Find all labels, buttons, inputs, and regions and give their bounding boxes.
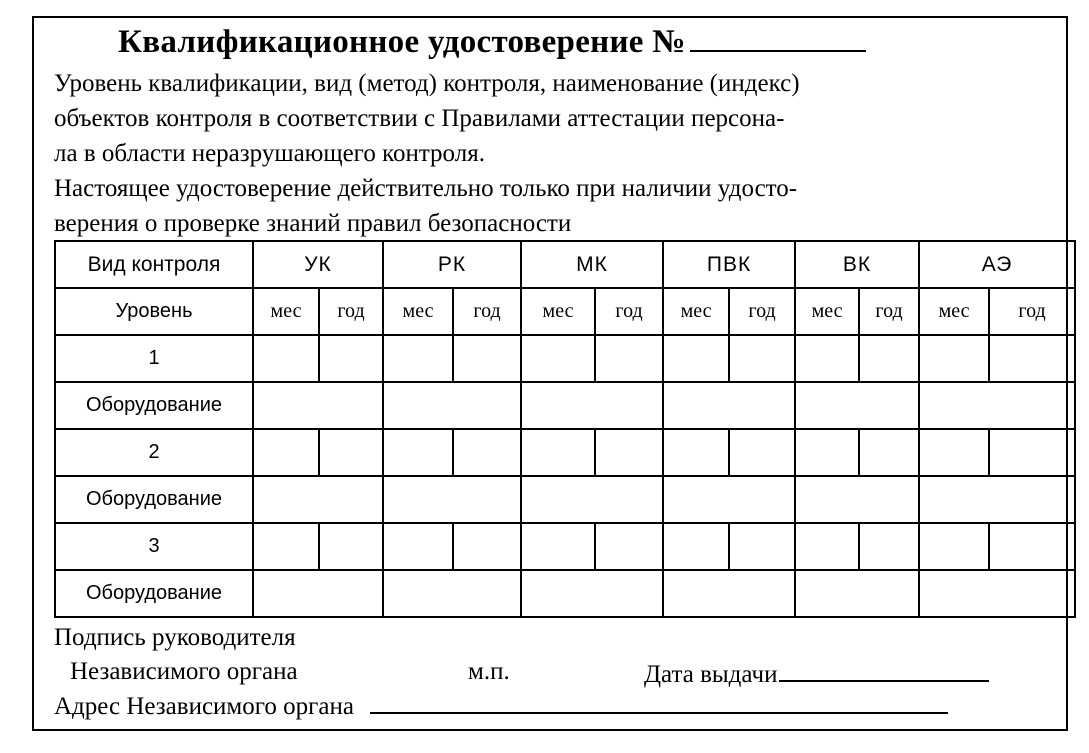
date-cell[interactable]	[663, 523, 729, 570]
equipment-cell[interactable]	[795, 570, 919, 617]
method-vk: ВК	[795, 241, 919, 288]
date-cell[interactable]	[795, 523, 859, 570]
method-uk: УК	[253, 241, 383, 288]
year-header: год	[595, 288, 663, 335]
date-cell[interactable]	[253, 335, 319, 382]
date-cell[interactable]	[859, 523, 919, 570]
intro-line: объектов контроля в соответствии с Правилами аттестации персона-	[54, 105, 785, 132]
date-cell[interactable]	[383, 335, 453, 382]
equipment-cell[interactable]	[383, 570, 521, 617]
method-header-row	[55, 241, 1075, 288]
date-cell[interactable]	[859, 429, 919, 476]
qualification-table	[54, 240, 1076, 618]
date-cell[interactable]	[795, 335, 859, 382]
certificate-number-field[interactable]	[690, 24, 866, 52]
certificate-title	[118, 24, 866, 61]
month-header: мес	[253, 288, 319, 335]
month-header: мес	[383, 288, 453, 335]
level-number: 3	[55, 523, 253, 570]
equipment-cell[interactable]	[663, 476, 795, 523]
date-cell[interactable]	[729, 429, 795, 476]
date-cell[interactable]	[521, 523, 595, 570]
validity-paragraph	[54, 171, 1054, 241]
date-cell[interactable]	[383, 429, 453, 476]
equipment-cell[interactable]	[919, 570, 1075, 617]
address-label: Адрес Независимого органа	[54, 693, 354, 720]
level-number: 2	[55, 429, 253, 476]
equipment-cell[interactable]	[253, 476, 383, 523]
date-cell[interactable]	[989, 335, 1075, 382]
issue-date	[644, 658, 989, 689]
month-header: мес	[795, 288, 859, 335]
date-cell[interactable]	[595, 523, 663, 570]
year-header: год	[859, 288, 919, 335]
equipment-cell[interactable]	[663, 382, 795, 429]
equipment-row	[55, 476, 1075, 523]
date-cell[interactable]	[729, 523, 795, 570]
intro-line: Уровень квалификации, вид (метод) контроля, наименование (индекс)	[54, 70, 800, 97]
equipment-cell[interactable]	[795, 382, 919, 429]
intro-paragraph	[54, 66, 1054, 171]
equipment-cell[interactable]	[521, 382, 663, 429]
equipment-cell[interactable]	[795, 476, 919, 523]
year-header: год	[989, 288, 1075, 335]
equipment-cell[interactable]	[383, 382, 521, 429]
date-cell[interactable]	[919, 335, 989, 382]
equipment-cell[interactable]	[521, 570, 663, 617]
date-cell[interactable]	[253, 523, 319, 570]
date-cell[interactable]	[989, 523, 1075, 570]
date-cell[interactable]	[253, 429, 319, 476]
date-cell[interactable]	[453, 335, 521, 382]
date-cell[interactable]	[319, 523, 383, 570]
date-cell[interactable]	[453, 523, 521, 570]
date-cell[interactable]	[919, 523, 989, 570]
equipment-cell[interactable]	[253, 382, 383, 429]
stamp-place-label: м.п.	[468, 658, 510, 685]
date-cell[interactable]	[663, 335, 729, 382]
date-cell[interactable]	[595, 335, 663, 382]
date-cell[interactable]	[729, 335, 795, 382]
equipment-cell[interactable]	[919, 476, 1075, 523]
equipment-label: Оборудование	[55, 382, 253, 429]
level-row	[55, 335, 1075, 382]
year-header: год	[729, 288, 795, 335]
date-cell[interactable]	[595, 429, 663, 476]
method-mk: МК	[521, 241, 663, 288]
signature-label-line2: Независимого органа	[70, 658, 298, 685]
certificate-form	[32, 16, 1068, 731]
equipment-label: Оборудование	[55, 476, 253, 523]
year-header: год	[319, 288, 383, 335]
control-type-label: Вид контроля	[55, 241, 253, 288]
equipment-cell[interactable]	[521, 476, 663, 523]
date-cell[interactable]	[521, 429, 595, 476]
equipment-row	[55, 382, 1075, 429]
date-cell[interactable]	[319, 429, 383, 476]
date-cell[interactable]	[919, 429, 989, 476]
date-cell[interactable]	[383, 523, 453, 570]
month-header: мес	[919, 288, 989, 335]
month-header: мес	[663, 288, 729, 335]
date-cell[interactable]	[319, 335, 383, 382]
intro-line: ла в области неразрушающего контроля.	[54, 140, 485, 167]
address-field[interactable]	[370, 690, 948, 714]
month-year-row	[55, 288, 1075, 335]
signature-label-line1: Подпись руководителя	[54, 624, 296, 651]
level-number: 1	[55, 335, 253, 382]
validity-line: Настоящее удостоверение действительно только при наличии удосто-	[54, 175, 798, 202]
date-cell[interactable]	[795, 429, 859, 476]
level-row	[55, 523, 1075, 570]
date-cell[interactable]	[989, 429, 1075, 476]
title-text: Квалификационное удостоверение №	[118, 24, 686, 60]
issue-date-field[interactable]	[779, 658, 989, 682]
date-cell[interactable]	[859, 335, 919, 382]
validity-line: верения о проверке знаний правил безопасности	[54, 210, 572, 237]
equipment-cell[interactable]	[919, 382, 1075, 429]
equipment-cell[interactable]	[663, 570, 795, 617]
month-header: мес	[521, 288, 595, 335]
equipment-row	[55, 570, 1075, 617]
issue-date-label: Дата выдачи	[644, 661, 778, 688]
method-ae: АЭ	[919, 241, 1075, 288]
equipment-label: Оборудование	[55, 570, 253, 617]
year-header: год	[453, 288, 521, 335]
date-cell[interactable]	[453, 429, 521, 476]
address	[54, 690, 948, 721]
level-label: Уровень	[55, 288, 253, 335]
level-row	[55, 429, 1075, 476]
method-pvk: ПВК	[663, 241, 795, 288]
equipment-cell[interactable]	[253, 570, 383, 617]
method-rk: РК	[383, 241, 521, 288]
equipment-cell[interactable]	[383, 476, 521, 523]
date-cell[interactable]	[663, 429, 729, 476]
date-cell[interactable]	[521, 335, 595, 382]
